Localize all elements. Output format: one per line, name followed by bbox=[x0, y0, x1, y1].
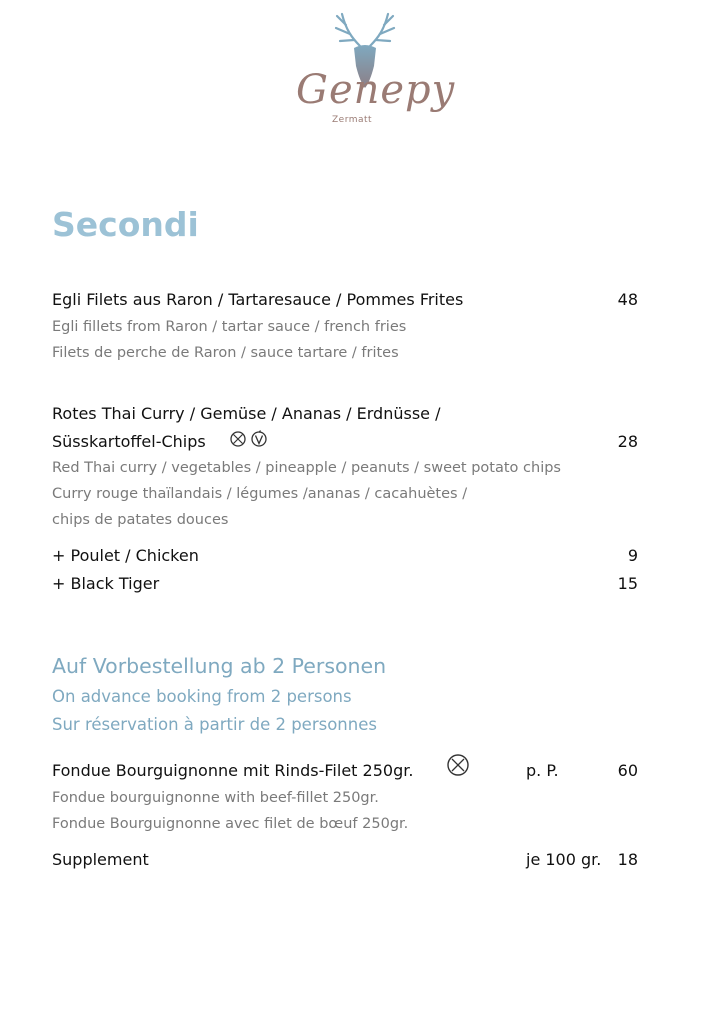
fondue-unit: p. P. bbox=[526, 761, 559, 780]
dish-2-english: Red Thai curry / vegetables / pineapple / peanuts / sweet potato chips bbox=[52, 460, 561, 476]
fondue-price: 60 bbox=[617, 761, 638, 780]
dish-2-name-line1: Rotes Thai Curry / Gemüse / Ananas / Erdnüsse / bbox=[52, 404, 441, 423]
preorder-english: On advance booking from 2 persons bbox=[52, 687, 352, 706]
dish-2-name-line2: Süsskartoffel-Chips bbox=[52, 432, 206, 451]
logo-location-text: Zermatt bbox=[332, 115, 373, 125]
dish-1-price: 48 bbox=[617, 290, 638, 309]
supplement-price: 18 bbox=[617, 850, 638, 869]
dish-2-french-line2: chips de patates douces bbox=[52, 512, 229, 528]
supplement-label: Supplement bbox=[52, 850, 149, 869]
preorder-title: Auf Vorbestellung ab 2 Personen bbox=[52, 654, 387, 678]
dish-2-price: 28 bbox=[617, 432, 638, 451]
preorder-french: Sur réservation à partir de 2 personnes bbox=[52, 715, 377, 734]
extra-chicken-label: + Poulet / Chicken bbox=[52, 546, 199, 565]
fondue-french: Fondue Bourguignonne avec filet de bœuf 250gr. bbox=[52, 816, 409, 832]
gluten-free-vegan-icon bbox=[229, 430, 269, 448]
extra-black-tiger-label: + Black Tiger bbox=[52, 574, 160, 593]
dish-2-french-line1: Curry rouge thaïlandais / légumes /ananas / cacahuètes / bbox=[52, 486, 468, 502]
section-title: Secondi bbox=[52, 205, 199, 244]
extra-chicken-price: 9 bbox=[627, 546, 638, 565]
supplement-unit: je 100 gr. bbox=[526, 850, 602, 869]
dish-1-french: Filets de perche de Raron / sauce tartare / frites bbox=[52, 345, 399, 361]
extra-black-tiger-price: 15 bbox=[617, 574, 638, 593]
fondue-english: Fondue bourguignonne with beef-fillet 250gr. bbox=[52, 790, 379, 806]
logo-brand-text: Genepy bbox=[296, 67, 456, 113]
dish-1-name: Egli Filets aus Raron / Tartaresauce / Pommes Frites bbox=[52, 290, 464, 309]
gluten-free-icon bbox=[446, 753, 470, 777]
fondue-name: Fondue Bourguignonne mit Rinds-Filet 250gr. bbox=[52, 761, 414, 780]
dish-1-english: Egli fillets from Raron / tartar sauce / french fries bbox=[52, 319, 407, 335]
restaurant-logo bbox=[290, 8, 456, 150]
